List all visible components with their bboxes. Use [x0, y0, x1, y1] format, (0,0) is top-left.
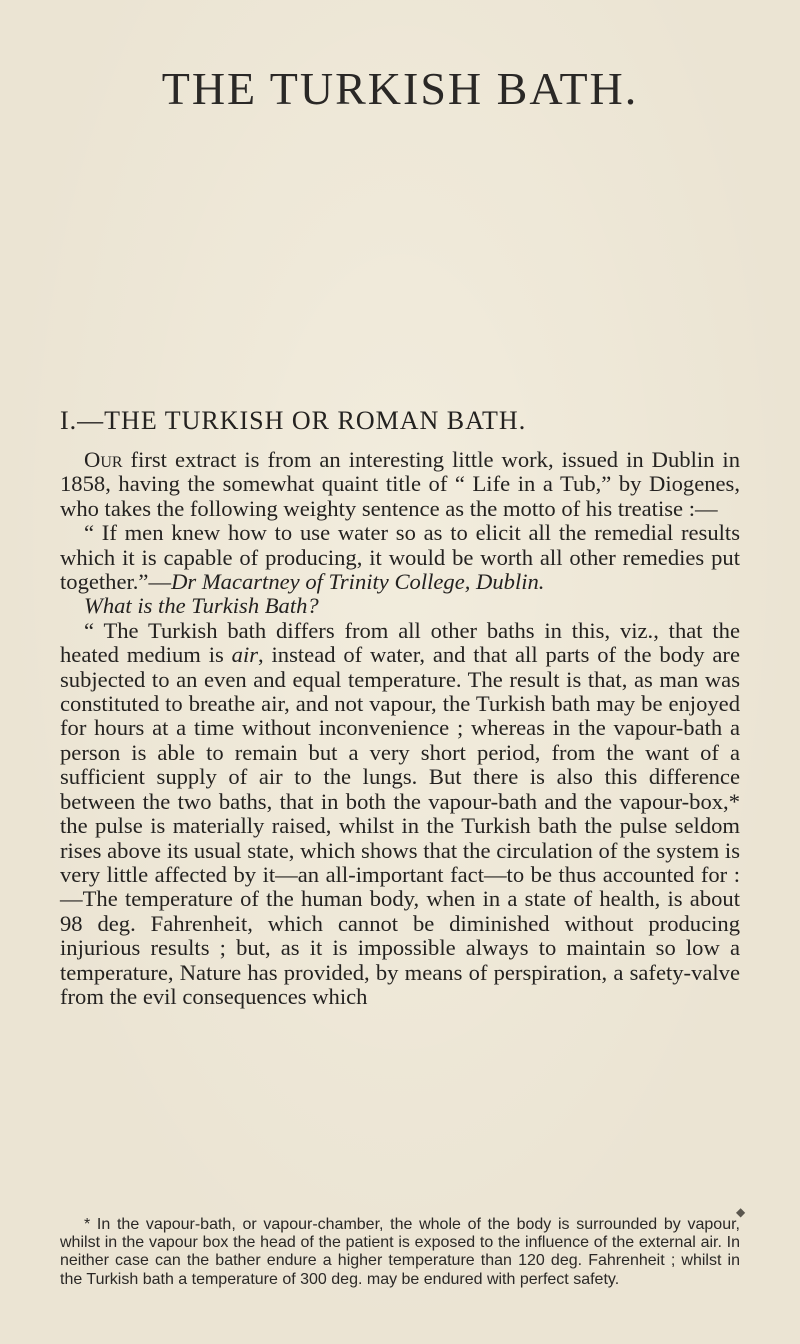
paragraph-quote — [60, 521, 740, 594]
quote-text: “ If men knew how to use water so as to elicit all the remedial results which it is capable of producing, it would be worth all other remedies put together.”— — [60, 520, 740, 595]
paragraph-main-emphasis: air — [231, 642, 259, 668]
paragraph-main-text-2: , instead of water, and that all parts of the body are subjected to an even and equal temperature. The result is that, as man was constituted to breathe air, and not vapour, the Turkish bath may be enjoyed for hours at a time without inconvenience ; whereas in the vapour-bath a person is able to remain but a very short period, from the want of a sufficient supply of air to the lungs. But there is also this difference between the two baths, that in both the vapour-bath and the vapour-box,* the pulse is materially raised, whilst in the Turkish bath the pulse seldom rises above its usual state, which shows that the circulation of the system is very little affected by it—an all-important fact—to be thus accounted for :—The temperature of the human body, when in a state of health, is about 98 deg. Fahrenheit, which cannot be diminished without producing injurious results ; but, as it is impossible always to maintain so low a temperature, Nature has provided, by means of perspiration, a safety-valve from the evil consequences which — [60, 642, 740, 1009]
section-heading — [60, 594, 740, 618]
footnote: * In the vapour-bath, or vapour-chamber, the whole of the body is surrounded by vapour, whilst in the vapour box the head of the patient is exposed to the influence of the external air. In neither case can the bather endure a higher temperature than 120 deg. Fahrenheit ; whilst in the Turkish bath a temperature of 300 deg. may be endured with perfect safety. — [60, 1216, 740, 1288]
printer-mark: ◆ — [736, 1205, 746, 1219]
running-head-title: THE TURKISH BATH. — [161, 63, 639, 114]
paragraph-intro-text: first extract is from an interesting little work, issued in Dublin in 1858, having the somewhat quaint title of “ Life in a Tub,” by Diogenes, who takes the following weighty sentence as the motto of his treatise :— — [60, 447, 740, 521]
paragraph-main-text-1: “ The Turkish bath differs from all other baths in this, viz., that the heated medium is — [60, 617, 740, 668]
quote-attribution: Dr Macartney of Trinity College, Dublin. — [171, 569, 545, 595]
section-heading-text: What is the Turkish Bath? — [84, 593, 319, 619]
body-text — [60, 448, 740, 1009]
chapter-title: I.—THE TURKISH OR ROMAN BATH. — [60, 406, 527, 435]
paragraph-main — [60, 619, 740, 1010]
paragraph-intro-opening: Our — [84, 447, 123, 472]
paragraph-intro — [60, 448, 740, 521]
